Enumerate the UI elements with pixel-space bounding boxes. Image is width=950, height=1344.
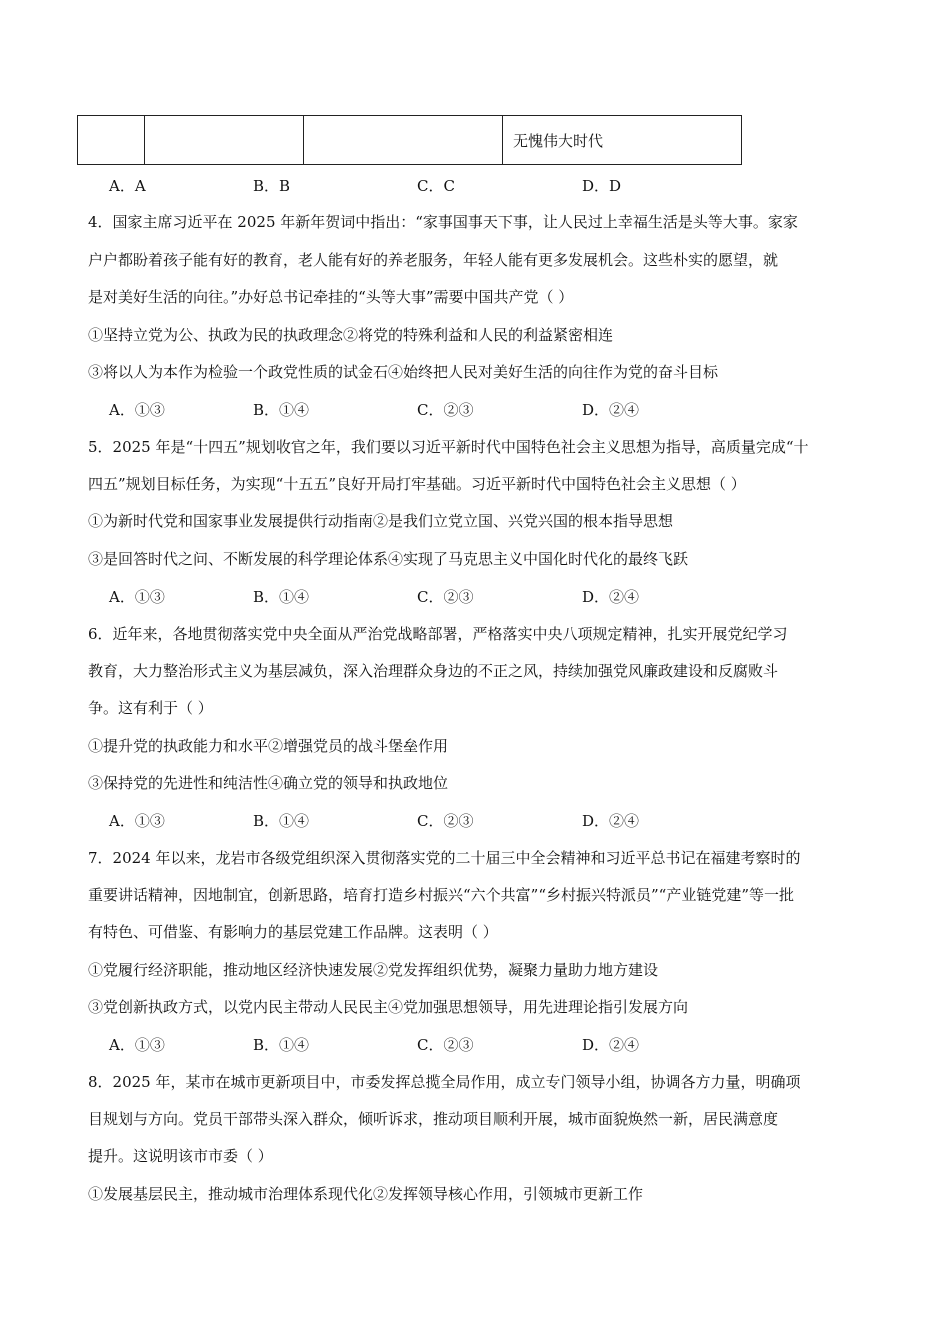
q3-option-b: B．B — [253, 177, 291, 195]
q5-item-line: ①为新时代党和国家事业发展提供行动指南②是我们立党立国、兴党兴国的根本指导思想 — [88, 512, 674, 530]
q5-option-d: D．②④ — [582, 588, 640, 606]
q7-stem-line: 有特色、可借鉴、有影响力的基层党建工作品牌。这表明（ ） — [88, 923, 498, 941]
q6-stem-line: 教育，大力整治形式主义为基层减负，深入治理群众身边的不正之风，持续加强党风廉政建设和反腐败斗 — [88, 662, 779, 680]
q7-option-a: A．①③ — [109, 1036, 165, 1054]
q8-stem-line: 目规划与方向。党员干部带头深入群众，倾听诉求，推动项目顺利开展，城市面貌焕然一新，居民满意度 — [88, 1110, 779, 1128]
q4-stem-line: 4．国家主席习近平在 2025 年新年贺词中指出：“家事国事天下事，让人民过上幸福生活是头等大事。家家 — [88, 213, 798, 231]
q4-option-b: B．①④ — [253, 401, 310, 419]
answer-table-fragment — [77, 115, 742, 165]
q4-item-line: ①坚持立党为公、执政为民的执政理念②将党的特殊利益和人民的利益紧密相连 — [88, 326, 614, 344]
q7-option-b: B．①④ — [253, 1036, 310, 1054]
q4-item-line: ③将以人为本作为检验一个政党性质的试金石④始终把人民对美好生活的向往作为党的奋斗目标 — [88, 363, 719, 381]
q6-item-line: ③保持党的先进性和纯洁性④确立党的领导和执政地位 — [88, 774, 449, 792]
q4-stem-line: 是对美好生活的向往。”办好总书记牵挂的“头等大事”需要中国共产党（ ） — [88, 288, 574, 306]
q6-stem-line: 6．近年来，各地贯彻落实党中央全面从严治党战略部署，严格落实中央八项规定精神，扎实开展党纪学习 — [88, 625, 788, 643]
q5-item-line: ③是回答时代之问、不断发展的科学理论体系④实现了马克思主义中国化时代化的最终飞跃 — [88, 550, 689, 568]
q5-option-a: A．①③ — [109, 588, 165, 606]
q5-option-c: C．②③ — [417, 588, 474, 606]
q5-option-b: B．①④ — [253, 588, 310, 606]
q6-option-d: D．②④ — [582, 812, 640, 830]
table-row — [78, 116, 742, 165]
q8-stem-line: 提升。这说明该市市委（ ） — [88, 1147, 273, 1165]
q7-option-d: D．②④ — [582, 1036, 640, 1054]
q3-option-d: D．D — [582, 177, 622, 195]
q8-stem-line: 8．2025 年，某市在城市更新项目中，市委发挥总揽全局作用，成立专门领导小组，协调各方力量，明确项 — [88, 1073, 801, 1091]
table-cell: 无愧伟大时代 — [503, 116, 742, 165]
table-cell — [304, 116, 503, 165]
q6-option-b: B．①④ — [253, 812, 310, 830]
q3-option-a: A．A — [109, 177, 146, 195]
q5-stem-line: 5．2025 年是“十四五”规划收官之年，我们要以习近平新时代中国特色社会主义思想为指导，高质量完成“十 — [88, 438, 809, 456]
q6-option-c: C．②③ — [417, 812, 474, 830]
q3-option-c: C．C — [417, 177, 455, 195]
q7-option-c: C．②③ — [417, 1036, 474, 1054]
q4-option-d: D．②④ — [582, 401, 640, 419]
q7-stem-line: 7．2024 年以来，龙岩市各级党组织深入贯彻落实党的二十届三中全会精神和习近平总书记在福建考察时的 — [88, 849, 801, 867]
q6-item-line: ①提升党的执政能力和水平②增强党员的战斗堡垒作用 — [88, 737, 449, 755]
q7-stem-line: 重要讲话精神，因地制宜，创新思路，培育打造乡村振兴“六个共富”“乡村振兴特派员”“产业链党建”等一批 — [88, 886, 795, 904]
q8-item-line: ①发展基层民主，推动城市治理体系现代化②发挥领导核心作用，引领城市更新工作 — [88, 1185, 644, 1203]
q4-option-c: C．②③ — [417, 401, 474, 419]
table-cell — [145, 116, 304, 165]
q4-option-a: A．①③ — [109, 401, 165, 419]
table-cell — [78, 116, 145, 165]
q7-item-line: ①党履行经济职能，推动地区经济快速发展②党发挥组织优势，凝聚力量助力地方建设 — [88, 961, 659, 979]
q6-stem-line: 争。这有利于（ ） — [88, 699, 213, 717]
q5-stem-line: 四五”规划目标任务，为实现“十五五”良好开局打牢基础。习近平新时代中国特色社会主义思想（ ） — [88, 475, 746, 493]
q4-stem-line: 户户都盼着孩子能有好的教育，老人能有好的养老服务，年轻人能有更多发展机会。这些朴实的愿望，就 — [88, 251, 779, 269]
q6-option-a: A．①③ — [109, 812, 165, 830]
q7-item-line: ③党创新执政方式，以党内民主带动人民民主④党加强思想领导，用先进理论指引发展方向 — [88, 998, 689, 1016]
